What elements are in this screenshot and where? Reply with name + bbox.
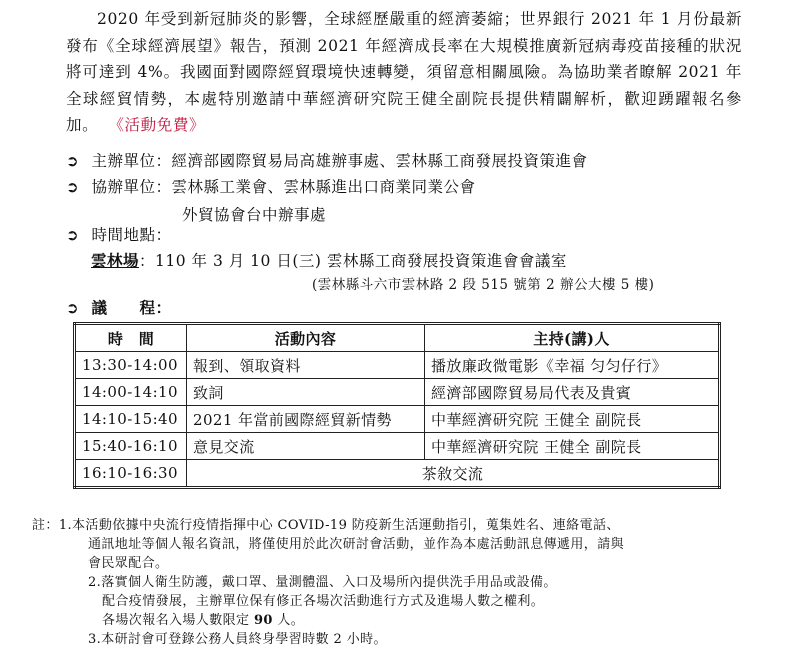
row-time: 13:30-14:00: [75, 352, 187, 379]
arrow-right-icon: ➲: [66, 152, 80, 170]
table-row: [75, 433, 720, 460]
intro-section: [66, 6, 742, 139]
note-2-text-c: 人。: [272, 613, 305, 628]
agenda-table: [73, 322, 721, 489]
arrow-right-icon: ➲: [66, 178, 80, 196]
time-place-label: 時間地點：: [91, 226, 172, 244]
row-time: 15:40-16:10: [75, 433, 187, 460]
organizer-value: 經濟部國際貿易局高雄辦事處、雲林縣工商發展投資策進會: [171, 152, 588, 170]
header-time: 時 間: [75, 324, 187, 352]
row-host: 中華經濟研究院 王健全 副院長: [425, 406, 720, 433]
arrow-right-icon: ➲: [66, 226, 80, 244]
organizer-label: 主辦單位：: [91, 152, 172, 170]
note-2-limit: 90: [253, 613, 273, 628]
organizer-item: [66, 151, 587, 172]
notes-section: [32, 516, 752, 649]
agenda-item: [66, 297, 171, 319]
row-content: 致詞: [187, 379, 425, 406]
venue-detail: ：110 年 3 月 10 日(三) 雲林縣工商發展投資策進會會議室: [139, 252, 567, 270]
co-organizer-value-line1: 雲林縣工業會、雲林縣進出口商業同業公會: [171, 178, 476, 196]
row-host: 播放廉政微電影《幸福 匀匀仔行》: [425, 352, 720, 379]
row-content: 意見交流: [187, 433, 425, 460]
row-host: 經濟部國際貿易局代表及貴賓: [425, 379, 720, 406]
note-2-line-2: 配合疫情發展，主辦單位保有修正各場次活動進行方式及進場人數之權利。: [102, 594, 545, 609]
table-header-row: [75, 324, 720, 352]
venue-line: [91, 249, 567, 271]
note-1-line-2: 通訊地址等個人報名資訊，將僅使用於此次研討會活動，並作為本處活動訊息傳遞用，請與: [88, 537, 625, 552]
row-time: 14:10-15:40: [75, 406, 187, 433]
note-3-line: 3.本研討會可登錄公務人員終身學習時數 2 小時。: [88, 632, 387, 647]
table-row: [75, 379, 720, 406]
row-time: 16:10-16:30: [75, 460, 187, 488]
row-host: 中華經濟研究院 王健全 副院長: [425, 433, 720, 460]
note-2-line-1: 2.落實個人衛生防護，戴口罩、量測體溫、入口及場所內提供洗手用品或設備。: [88, 575, 557, 590]
co-organizer-value-line2: 外貿協會台中辦事處: [182, 206, 327, 224]
note-1-line-1: [32, 516, 752, 535]
header-host: 主持(講)人: [425, 324, 720, 352]
note-2-text-a: 各場次報名入場人數限定: [102, 613, 254, 628]
agenda-label: 議 程：: [91, 298, 172, 317]
note-1-text-1: 1.本活動依據中央流行疫情指揮中心 COVID-19 防疫新生活運動指引，蒐集姓名、連絡電話、: [58, 518, 620, 533]
row-content: 2021 年當前國際經貿新情勢: [187, 406, 425, 433]
note-1-line-3: 會民眾配合。: [88, 556, 169, 571]
co-organizer-item: [66, 177, 475, 198]
co-organizer-label: 協辦單位：: [91, 178, 172, 196]
row-content-merged: 茶敘交流: [187, 460, 720, 488]
free-label: 《活動免費》: [116, 116, 206, 134]
table-row: [75, 406, 720, 433]
table-row: [75, 352, 720, 379]
row-time: 14:00-14:10: [75, 379, 187, 406]
row-content: 報到、領取資料: [187, 352, 425, 379]
venue-address: (雲林縣斗六市雲林路 2 段 515 號第 2 辦公大樓 5 樓): [312, 277, 655, 293]
intro-paragraph: [66, 6, 742, 139]
arrow-right-icon: ➲: [66, 299, 80, 317]
header-content: 活動內容: [187, 324, 425, 352]
table-row: [75, 460, 720, 488]
note-2-line-3: [32, 611, 752, 630]
venue-name: 雲林場: [91, 251, 140, 270]
notes-prefix: 註：: [32, 518, 59, 533]
time-place-item: [66, 225, 171, 246]
intro-text: 2020 年受到新冠肺炎的影響，全球經歷嚴重的經濟萎縮；世界銀行 2021 年 1 月份最新發布《全球經濟展望》報告，預測 2021 年經濟成長率在大規模推廣新冠病毒疫苗接種的狀況將可達到 4%。我國面對國際經貿環境快速轉變，須留意相關風險。為協助業者瞭解 2021 年全球經貿情勢，本處特別邀請中華經濟研究院王健全副院長提供精闢解析，歡迎踴躍報名參加。: [66, 10, 742, 134]
